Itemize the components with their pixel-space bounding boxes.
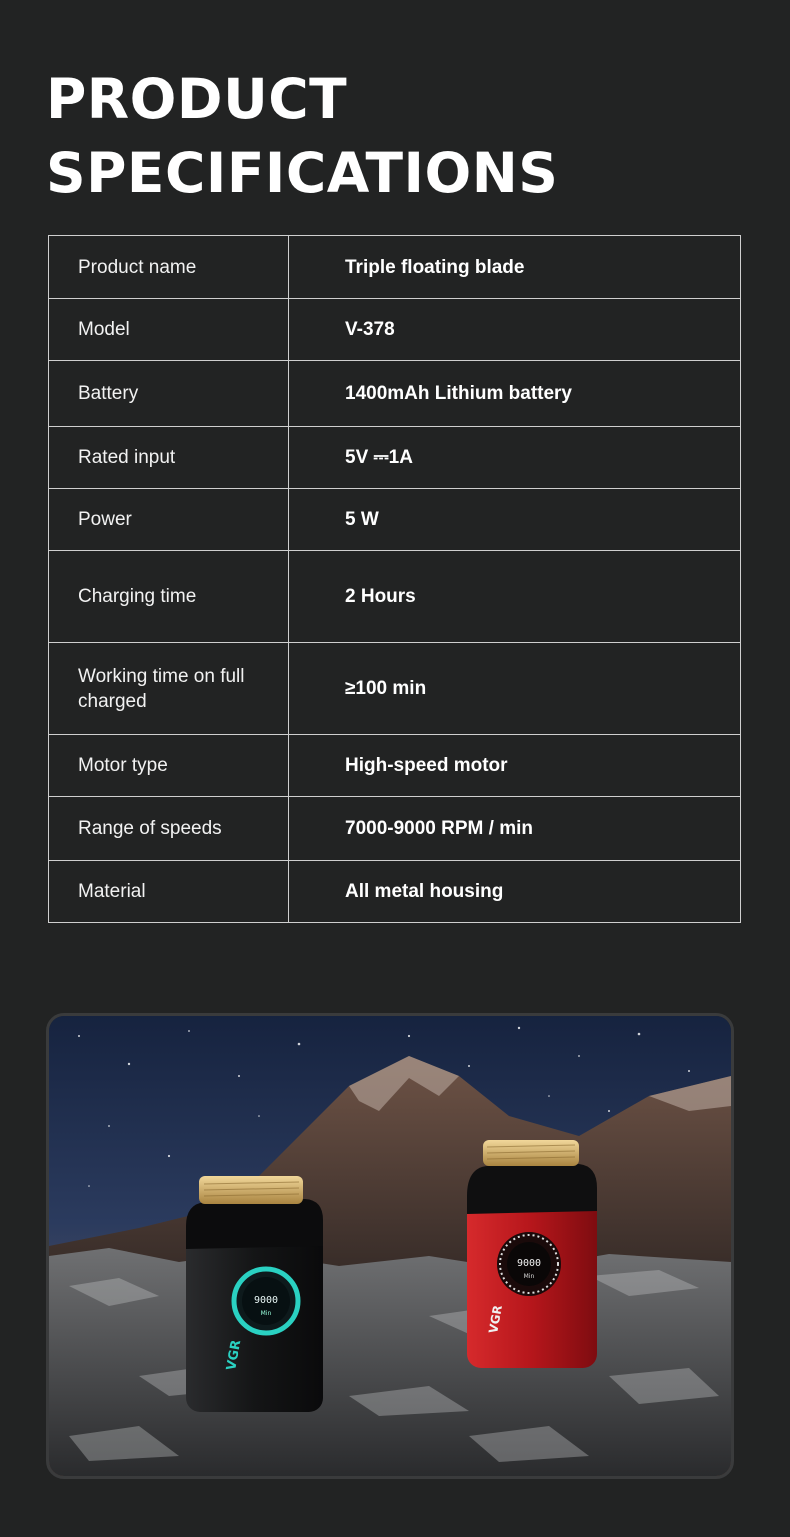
red-shaver-display: 9000 [516, 1258, 542, 1269]
specifications-table [48, 235, 741, 923]
spec-row-power [49, 489, 741, 551]
black-shaver [186, 1176, 323, 1412]
spec-label: Power [49, 489, 289, 551]
spec-row-range-of-speeds [49, 797, 741, 861]
spec-row-model [49, 299, 741, 361]
title-line-2: SPECIFICATIONS [46, 141, 559, 205]
black-shaver-display-unit: Min [260, 1310, 272, 1317]
spec-label: Material [49, 861, 289, 923]
spec-row-product-name [49, 236, 741, 299]
spec-label: Model [49, 299, 289, 361]
spec-value: V-378 [289, 299, 741, 361]
spec-value: 1400mAh Lithium battery [289, 361, 741, 427]
red-shaver-display-unit: Min [523, 1273, 535, 1280]
spec-value: 7000-9000 RPM / min [289, 797, 741, 861]
spec-value: Triple floating blade [289, 236, 741, 299]
spec-value: All metal housing [289, 861, 741, 923]
spec-value: High-speed motor [289, 735, 741, 797]
red-shaver-brand: VGR [486, 1304, 505, 1335]
spec-label: Product name [49, 236, 289, 299]
black-shaver-brand: VGR [224, 1338, 245, 1372]
spec-row-charging-time [49, 551, 741, 643]
spec-label: Motor type [49, 735, 289, 797]
shavers-scene-illustration [49, 1016, 731, 1476]
spec-value: ≥100 min [289, 643, 741, 735]
title-line-1: PRODUCT [46, 67, 348, 131]
spec-row-battery [49, 361, 741, 427]
spec-label: Working time on full charged [49, 643, 289, 735]
spec-value: 5 W [289, 489, 741, 551]
spec-row-rated-input [49, 427, 741, 489]
red-shaver [467, 1140, 597, 1368]
spec-value: 2 Hours [289, 551, 741, 643]
spec-row-material [49, 861, 741, 923]
spec-label: Charging time [49, 551, 289, 643]
product-photo [46, 1013, 734, 1479]
spec-label: Battery [49, 361, 289, 427]
page-title [46, 62, 558, 210]
spec-row-motor-type [49, 735, 741, 797]
black-shaver-display: 9000 [253, 1295, 279, 1306]
spec-row-working-time [49, 643, 741, 735]
spec-label: Rated input [49, 427, 289, 489]
spec-value: 5V ⎓1A [289, 427, 741, 489]
spec-label: Range of speeds [49, 797, 289, 861]
